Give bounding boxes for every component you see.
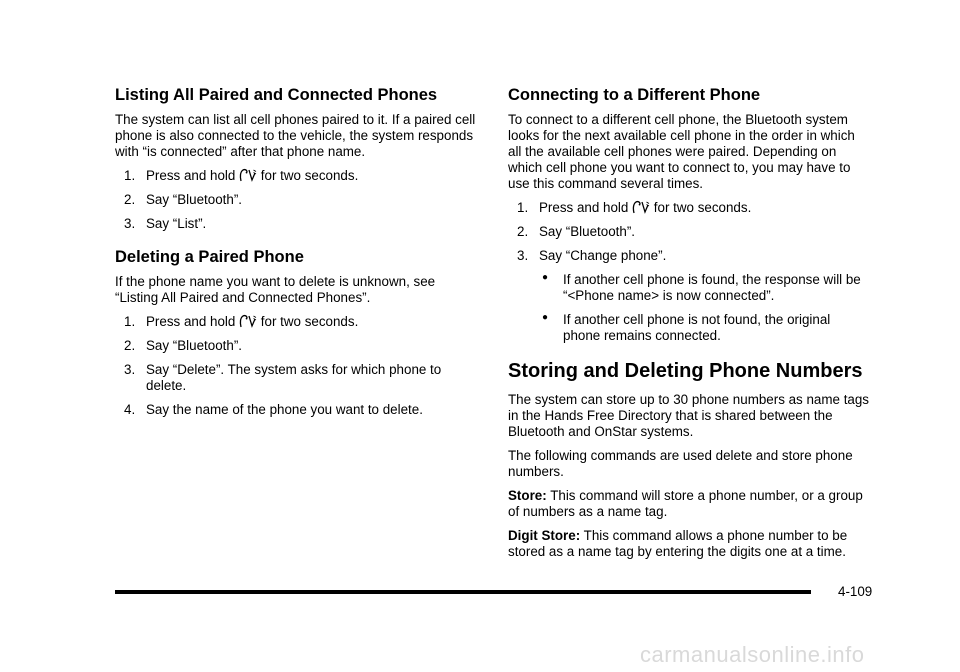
step-text: Say “Bluetooth”. [539, 224, 636, 239]
connecting-paragraph: To connect to a different cell phone, the Bluetooth system looks for the next available cell phone in the order in which all the available cell phones were paired. Depending on which cell phone you want to connect to, you may have to use this command several times. [508, 112, 855, 191]
step-number: 3. [124, 216, 136, 231]
push-to-talk-icon [239, 314, 248, 328]
step-number: 2. [124, 192, 136, 207]
push-to-talk-icon [632, 200, 641, 214]
step-text: Press and hold [146, 314, 236, 329]
list-item [508, 224, 870, 240]
bullet-text: If another cell phone is not found, the original phone remains connected. [563, 312, 831, 343]
bullet-icon: ● [542, 312, 549, 323]
list-item [508, 248, 870, 264]
step-number: 3. [517, 248, 529, 263]
connecting-bullets [508, 272, 870, 344]
step-number: 3. [124, 362, 136, 377]
section-title-deleting: Deleting a Paired Phone [115, 248, 304, 266]
connecting-steps [508, 200, 870, 264]
voice-recognition-icon [248, 314, 257, 328]
step-number: 2. [124, 338, 136, 353]
page-number: 4-109 [838, 584, 873, 599]
right-column [508, 84, 870, 568]
list-item [115, 362, 477, 394]
left-column [115, 84, 477, 426]
bullet-item [508, 312, 870, 344]
step-text: Say “Bluetooth”. [146, 192, 243, 207]
step-text: for two seconds. [260, 314, 359, 329]
deleting-paragraph: If the phone name you want to delete is unknown, see “Listing All Paired and Connected Phones”. [115, 274, 436, 305]
step-text: Say “Change phone”. [539, 248, 667, 263]
commands-paragraph: The following commands are used delete and store phone numbers. [508, 448, 853, 479]
step-number: 1. [124, 168, 136, 183]
store-label: Store: [508, 488, 547, 503]
list-item [115, 192, 477, 208]
list-item [508, 200, 870, 216]
list-item [115, 338, 477, 354]
storing-paragraph: The system can store up to 30 phone numbers as name tags in the Hands Free Directory that is shared between the Bluetooth and OnStar systems. [508, 392, 870, 439]
bullet-item [508, 272, 870, 304]
step-number: 4. [124, 402, 136, 417]
step-text: Say the name of the phone you want to delete. [146, 402, 423, 417]
step-text: Press and hold [539, 200, 629, 215]
listing-steps [115, 168, 477, 232]
step-text: for two seconds. [653, 200, 752, 215]
list-item [115, 402, 477, 418]
section-title-listing: Listing All Paired and Connected Phones [115, 86, 438, 104]
step-number: 1. [517, 200, 529, 215]
list-item [115, 314, 477, 330]
list-item [115, 168, 477, 184]
step-text: Say “Delete”. The system asks for which phone to delete. [146, 362, 442, 393]
step-text: Press and hold [146, 168, 236, 183]
step-number: 2. [517, 224, 529, 239]
push-to-talk-icon [239, 168, 248, 182]
section-title-storing: Storing and Deleting Phone Numbers [508, 360, 863, 382]
step-text: Say “List”. [146, 216, 207, 231]
digit-store-label: Digit Store: [508, 528, 581, 543]
voice-recognition-icon [641, 200, 650, 214]
store-text: This command will store a phone number, or a group of numbers as a name tag. [508, 488, 863, 519]
digit-store-definition [508, 528, 870, 560]
bullet-text: If another cell phone is found, the response will be “<Phone name> is now connected”. [563, 272, 861, 303]
digit-store-text: This command allows a phone number to be stored as a name tag by entering the digits one at a time. [508, 528, 848, 559]
voice-recognition-icon [248, 168, 257, 182]
list-item [115, 216, 477, 232]
listing-paragraph: The system can list all cell phones paired to it. If a paired cell phone is also connected to the vehicle, the system responds with “is connected” after that phone name. [115, 112, 476, 159]
section-title-connecting: Connecting to a Different Phone [508, 86, 761, 104]
watermark: carmanualsonline.info [640, 642, 865, 667]
deleting-steps [115, 314, 477, 418]
step-text: Say “Bluetooth”. [146, 338, 243, 353]
footer-rule [115, 590, 811, 594]
step-text: for two seconds. [260, 168, 359, 183]
bullet-icon: ● [542, 272, 549, 283]
store-definition [508, 488, 870, 520]
step-number: 1. [124, 314, 136, 329]
